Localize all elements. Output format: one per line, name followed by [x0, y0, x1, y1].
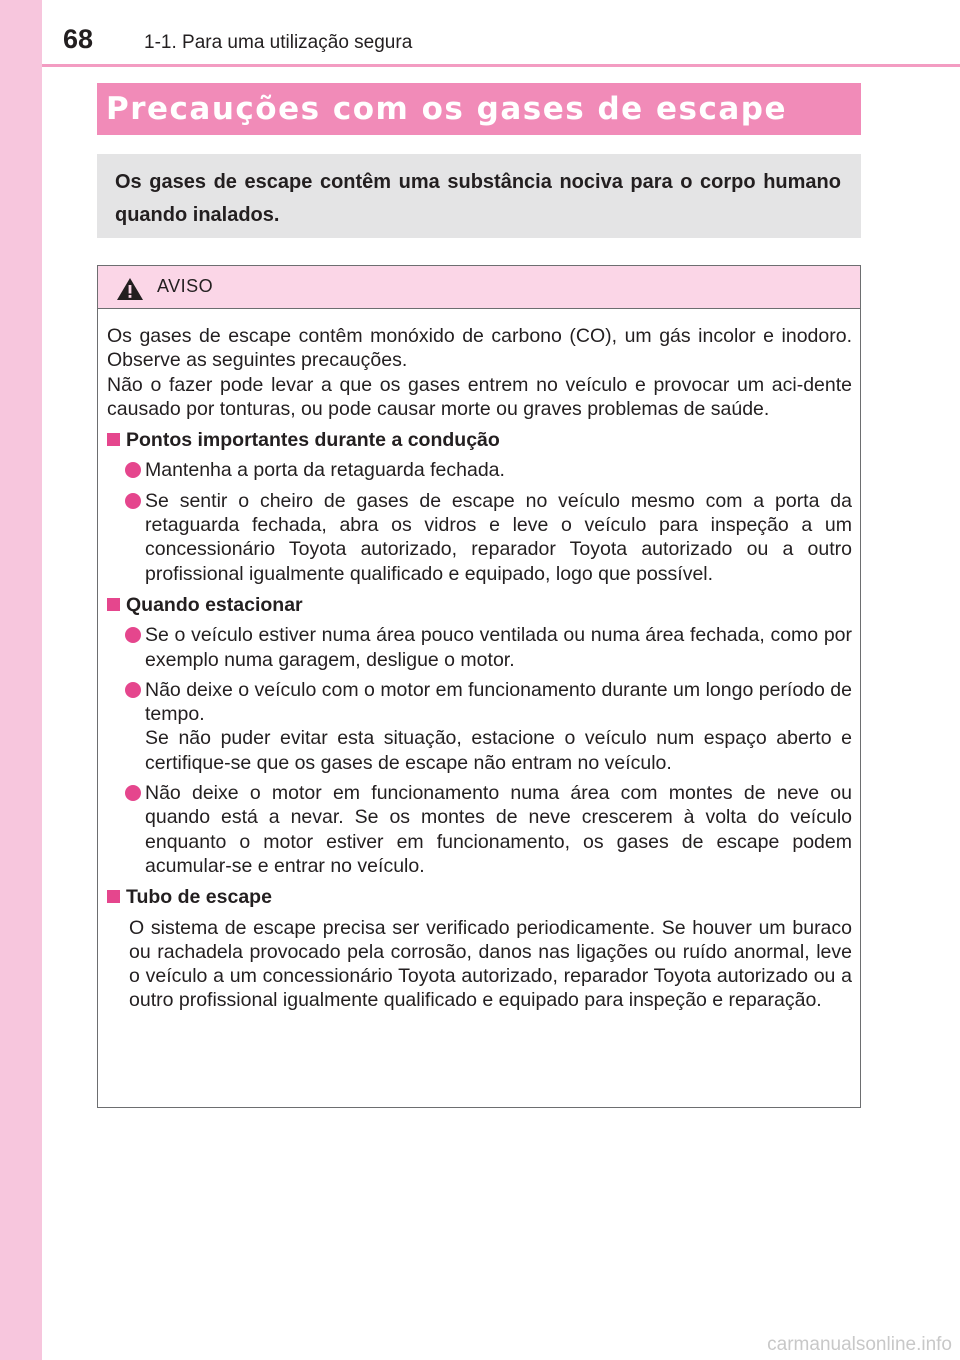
circle-bullet-icon — [125, 682, 141, 698]
intro-box — [97, 154, 861, 238]
circle-bullet-icon — [125, 493, 141, 509]
side-tab-strip — [0, 0, 42, 1360]
warning-label: AVISO — [157, 276, 214, 296]
exhaust-pipe-text: O sistema de escape precisa ser verificado periodicamente. Se houver um buraco ou rachadela provocado pela corrosão, danos nas ligações ou ruído anormal, leve o veículo a um concessionário Toyota autorizado, reparador Toyota autorizado ou a outro profissional igualmente qualificado e equipado para inspeção e reparação. — [129, 916, 852, 1012]
square-bullet-icon — [107, 890, 120, 903]
warning-triangle-icon — [116, 277, 144, 301]
warning-box — [97, 265, 861, 1108]
circle-bullet-icon — [125, 462, 141, 478]
warning-intro-2: Não o fazer pode levar a que os gases entrem no veículo e provocar um aci-dente causado por tonturas, ou pode causar morte ou graves problemas de saúde. — [107, 373, 852, 420]
list-item: Mantenha a porta da retaguarda fechada. — [107, 458, 852, 482]
circle-bullet-icon — [125, 785, 141, 801]
square-bullet-icon — [107, 433, 120, 446]
list-item: Não deixe o veículo com o motor em funcionamento durante um longo período de tempo. Se não puder evitar esta situação, estacione o veículo num espaço aberto e certifique-se que os gases de escape não entram no veículo. — [107, 678, 852, 775]
page-number: 68 — [63, 24, 94, 54]
section-breadcrumb: 1-1. Para uma utilização segura — [144, 32, 413, 53]
square-bullet-icon — [107, 598, 120, 611]
page-title-bar — [97, 83, 861, 135]
intro-text: Os gases de escape contêm uma substância nociva para o corpo humano quando inalados. — [115, 171, 841, 226]
warning-header — [98, 266, 860, 309]
list-item: Se sentir o cheiro de gases de escape no veículo mesmo com a porta da retaguarda fechada, abra os vidros e leve o veículo para inspeção a um concessionário Toyota autorizado, reparador Toyota autorizado ou a outro profissional igualmente qualificado e equipado, logo que possível. — [107, 489, 852, 586]
subsection-heading-parking: Quando estacionar — [107, 593, 852, 617]
watermark: carmanualsonline.info — [767, 1334, 952, 1355]
warning-body — [98, 309, 860, 1013]
circle-bullet-icon — [125, 627, 141, 643]
subsection-heading-driving: Pontos importantes durante a condução — [107, 428, 852, 452]
list-item: Se o veículo estiver numa área pouco ventilada ou numa área fechada, como por exemplo numa garagem, desligue o motor. — [107, 623, 852, 672]
header-rule — [42, 64, 960, 67]
subsection-heading-exhaust-pipe: Tubo de escape — [107, 885, 852, 909]
list-item: Não deixe o motor em funcionamento numa área com montes de neve ou quando está a nevar. Se os montes de neve crescerem à volta do veículo enquanto o motor estiver em funcionamento, os gases de escape podem acumular-se e entrar no veículo. — [107, 781, 852, 878]
warning-intro-1: Os gases de escape contêm monóxido de carbono (CO), um gás incolor e inodoro. Observe as seguintes precauções. — [107, 325, 852, 372]
page-title: Precauções com os gases de escape — [106, 91, 787, 127]
